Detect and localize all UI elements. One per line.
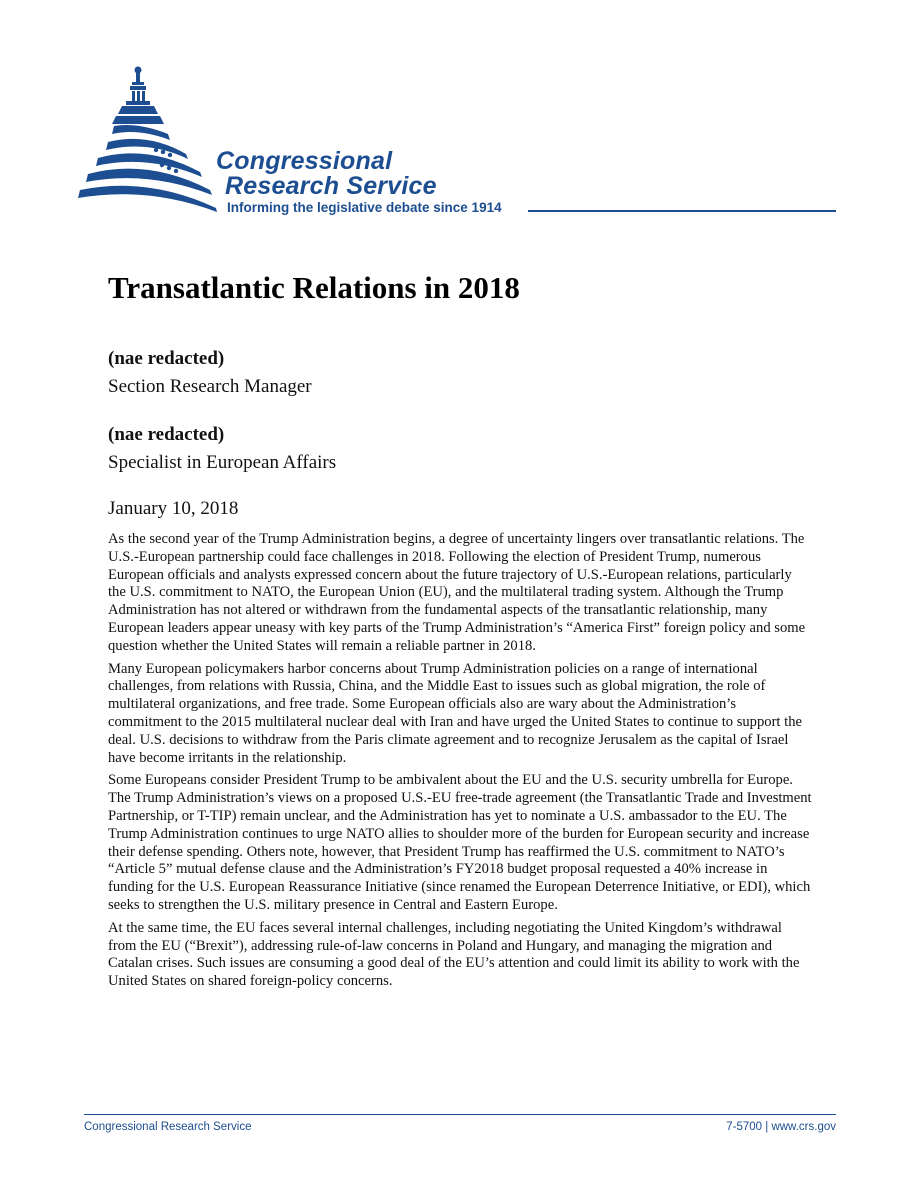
body-paragraph: As the second year of the Trump Administration begins, a degree of uncertainty lingers over transatlantic relations. The U.S.-European partnership could face challenges in 2018. Following the election of President Trump, numerous European officials and analysts expressed concern about the future trajectory of U.S.-European relations, particularly the U.S. commitment to NATO, the European Union (EU), and the multilateral trading system. Although the Trump Administration has not altered or withdrawn from the fundamental aspects of the transatlantic relationship, many European leaders appear uneasy with key parts of the Trump Administration’s “America First” foreign policy and some question whether the United States will remain a reliable partner in 2018. [108, 531, 806, 654]
body-paragraph: At the same time, the EU faces several internal challenges, including negotiating the United Kingdom’s withdrawal from the EU (“Brexit”), addressing rule-of-law concerns in Poland and Hungary, and managing the migration and Catalan crises. Such issues are consuming a good deal of the EU’s attention and could limit its ability to work with the United States on shared foreign-policy concerns. [108, 919, 800, 990]
body-paragraph: Some Europeans consider President Trump to be ambivalent about the EU and the U.S. security umbrella for Europe. The Trump Administration’s views on a proposed U.S.-EU free-trade agreement (the Transatlantic Trade and Investment Partnership, or T-TIP) remain unclear, and the Administration has yet to nominate a U.S. ambassador to the EU. The Trump Administration continues to urge NATO allies to shoulder more of the burden for European security and increase their defense spending. Others note, however, that President Trump has reaffirmed the U.S. commitment to NATO’s “Article 5” mutual defense clause and the Administration’s FY2018 budget proposal requested a 40% increase in funding for the U.S. European Reassurance Initiative (since renamed the European Deterrence Initiative, or EDI), which seeks to strengthen the U.S. military presence in Central and Eastern Europe. [108, 772, 812, 913]
author-role: Specialist in European Affairs [108, 452, 337, 473]
org-name-line1: Congressional [216, 147, 393, 175]
org-name-line2: Research Service [225, 172, 437, 200]
body-paragraph: Many European policymakers harbor concerns about Trump Administration policies on a range of international challenges, from relations with Russia, China, and the Middle East to issues such as global migration, the role of multilateral organizations, and free trade. Some European officials also are wary about the Administration’s commitment to the 2015 multilateral nuclear deal with Iran and have urged the United States to continue to support the deal. U.S. decisions to withdraw from the Paris climate agreement and to recognize Jerusalem as the capital of Israel have become irritants in the relationship. [108, 660, 802, 766]
report-date: January 10, 2018 [108, 498, 239, 519]
capitol-dome-icon [78, 62, 228, 222]
header-divider [528, 210, 836, 212]
report-title: Transatlantic Relations in 2018 [108, 270, 520, 305]
author-name: (nae redacted) [108, 348, 225, 369]
org-tagline: Informing the legislative debate since 1914 [227, 200, 502, 215]
footer-id-link[interactable]: 7-5700 | www.crs.gov [726, 1121, 836, 1133]
crs-logo [78, 62, 838, 222]
author-role: Section Research Manager [108, 376, 312, 397]
summary-body [108, 531, 813, 996]
author-name: (nae redacted) [108, 424, 225, 445]
footer-org: Congressional Research Service [84, 1121, 252, 1133]
footer-divider [84, 1114, 836, 1115]
